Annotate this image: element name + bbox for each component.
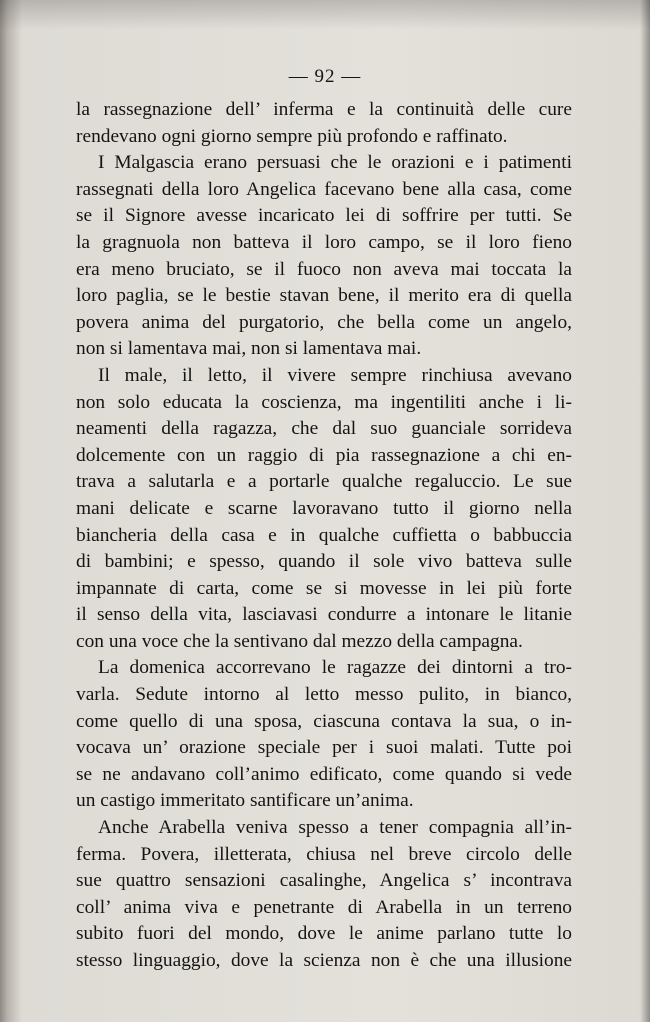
text-line: la gragnuola non batteva il loro campo, se il loro fieno	[76, 231, 572, 253]
text-line: era meno bruciato, se il fuoco non aveva mai toccata la	[76, 258, 572, 280]
text-line: non si lamentava mai, non si lamentava mai.	[76, 338, 422, 360]
page-top-shadow	[0, 0, 650, 30]
text-line: subito fuori del mondo, dove le anime parlano tutte lo	[76, 923, 572, 945]
text-line: dolcemente con un raggio di pia rassegnazione a chi en-	[76, 444, 572, 466]
text-line: varla. Sedute intorno al letto messo pulito, in bianco,	[76, 684, 572, 706]
text-line: il senso della vita, lasciavasi condurre a intonare le litanie	[76, 604, 572, 626]
text-line: I Malgascia erano persuasi che le orazioni e i patimenti	[98, 152, 572, 174]
text-line: povera anima del purgatorio, che bella come un angelo,	[76, 311, 572, 333]
text-line: rendevano ogni giorno sempre più profondo e raffinato.	[76, 125, 508, 147]
text-line: biancheria della casa e in qualche cuffietta o babbuccia	[76, 524, 572, 546]
text-line: impannate di carta, come se si movesse in lei più forte	[76, 577, 572, 599]
text-line: ferma. Povera, illetterata, chiusa nel breve circolo delle	[76, 843, 572, 865]
text-line: coll’ anima viva e penetrante di Arabella in un terreno	[76, 896, 572, 918]
text-line: neamenti della ragazza, che dal suo guanciale sorrideva	[76, 418, 572, 440]
page-number: — 92 —	[288, 66, 362, 87]
text-line: trava a salutarla e a portarle qualche regaluccio. Le sue	[76, 471, 572, 493]
text-line: non solo educata la coscienza, ma ingentiliti anche i li-	[76, 391, 572, 413]
text-line: un castigo immeritato santificare un’anima.	[76, 790, 414, 812]
text-line: la rassegnazione dell’ inferma e la continuità delle cure	[76, 99, 572, 120]
text-line: Il male, il letto, il vivere sempre rinchiusa avevano	[98, 364, 572, 386]
text-line: loro paglia, se le bestie stavan bene, il merito era di quella	[76, 285, 572, 307]
text-line: di bambini; e spesso, quando il sole vivo batteva sulle	[76, 551, 572, 573]
text-line: vocava un’ orazione speciale per i suoi malati. Tutte poi	[76, 737, 572, 759]
text-line: La domenica accorrevano le ragazze dei dintorni a tro-	[98, 657, 572, 679]
text-line: rassegnati della loro Angelica facevano bene alla casa, come	[76, 178, 572, 200]
text-line: mani delicate e scarne lavoravano tutto il giorno nella	[76, 497, 572, 519]
text-line: se ne andavano coll’animo edificato, come quando si vede	[76, 763, 572, 785]
text-line: Anche Arabella veniva spesso a tener compagnia all’in-	[98, 817, 572, 839]
text-line: sue quattro sensazioni casalinghe, Angelica s’ incontrava	[76, 870, 572, 892]
page-binding-shadow	[640, 0, 650, 1022]
text-line: con una voce che la sentivano dal mezzo della campagna.	[76, 630, 523, 652]
text-line: se il Signore avesse incaricato lei di soffrire per tutti. Se	[76, 205, 572, 227]
text-line: come quello di una sposa, ciascuna contava la sua, o in-	[76, 710, 572, 732]
text-line: stesso linguaggio, dove la scienza non è che una illusione	[76, 950, 572, 971]
body-text	[76, 97, 572, 975]
